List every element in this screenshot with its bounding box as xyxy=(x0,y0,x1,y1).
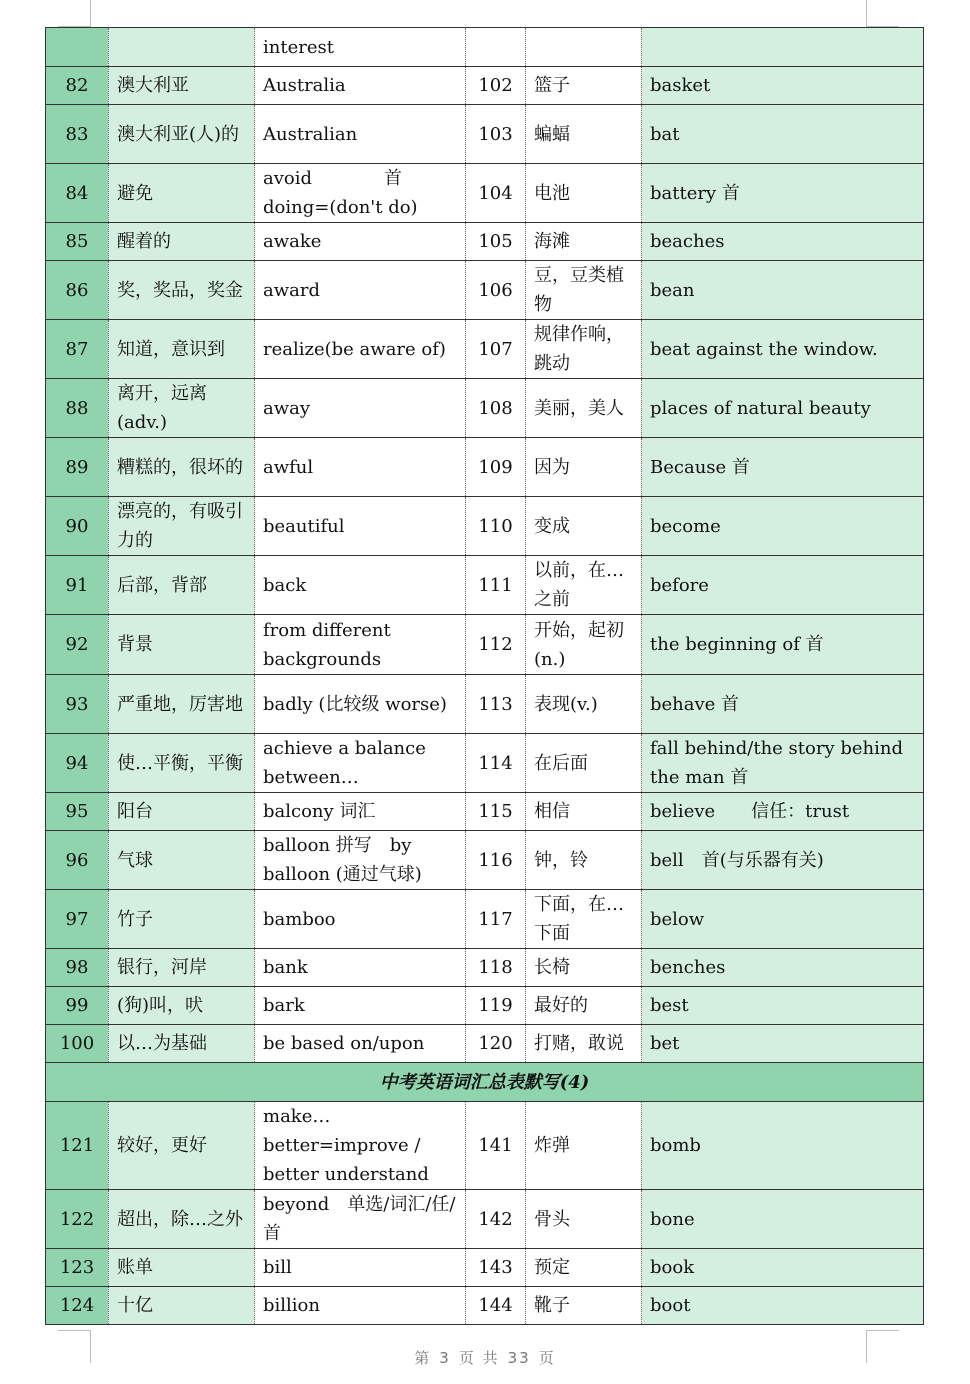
section-title: 中考英语词汇总表默写(4) xyxy=(46,1063,924,1102)
row-number-cell: 95 xyxy=(46,793,109,831)
english-term-cell: beat against the window. xyxy=(642,320,924,379)
english-term-cell: fall behind/the story behind the man 首 xyxy=(642,734,924,793)
english-term-cell: realize(be aware of) xyxy=(255,320,466,379)
row-number-cell: 124 xyxy=(46,1287,109,1325)
row-number-cell: 107 xyxy=(466,320,526,379)
vocabulary-table xyxy=(45,27,924,1325)
row-number-cell: 106 xyxy=(466,261,526,320)
chinese-term-cell xyxy=(526,28,642,67)
english-term-cell: Australia xyxy=(255,67,466,105)
chinese-term-cell: 漂亮的，有吸引力的 xyxy=(109,497,255,556)
row-number-cell: 82 xyxy=(46,67,109,105)
row-number-cell: 86 xyxy=(46,261,109,320)
row-number-cell: 90 xyxy=(46,497,109,556)
chinese-term-cell: 篮子 xyxy=(526,67,642,105)
chinese-term-cell: 背景 xyxy=(109,615,255,675)
table-row xyxy=(46,1249,924,1287)
row-number-cell: 143 xyxy=(466,1249,526,1287)
english-term-cell xyxy=(642,28,924,67)
crop-mark-top-left xyxy=(58,0,91,27)
chinese-term-cell: 超出，除…之外 xyxy=(109,1190,255,1249)
chinese-term-cell: 知道，意识到 xyxy=(109,320,255,379)
crop-mark-top-right xyxy=(866,0,899,27)
chinese-term-cell: 豆，豆类植物 xyxy=(526,261,642,320)
english-term-cell: the beginning of 首 xyxy=(642,615,924,675)
chinese-term-cell: 美丽，美人 xyxy=(526,379,642,438)
row-number-cell: 84 xyxy=(46,164,109,223)
english-term-cell: from different backgrounds xyxy=(255,615,466,675)
chinese-term-cell: 规律作响，跳动 xyxy=(526,320,642,379)
english-term-cell: awake xyxy=(255,223,466,261)
english-term-cell: badly (比较级 worse) xyxy=(255,675,466,734)
english-term-cell: book xyxy=(642,1249,924,1287)
footer-mid: 页 共 xyxy=(458,1349,500,1367)
row-number-cell: 108 xyxy=(466,379,526,438)
table-row xyxy=(46,1190,924,1249)
row-number-cell: 121 xyxy=(46,1102,109,1190)
chinese-term-cell: 靴子 xyxy=(526,1287,642,1325)
english-term-cell: balloon 拼写 by balloon (通过气球) xyxy=(255,831,466,890)
table-row xyxy=(46,556,924,615)
english-term-cell: places of natural beauty xyxy=(642,379,924,438)
row-number-cell: 122 xyxy=(46,1190,109,1249)
row-number-cell: 98 xyxy=(46,949,109,987)
table-row xyxy=(46,497,924,556)
row-number-cell: 91 xyxy=(46,556,109,615)
row-number-cell: 142 xyxy=(466,1190,526,1249)
english-term-cell: bill xyxy=(255,1249,466,1287)
row-number-cell: 87 xyxy=(46,320,109,379)
row-number-cell: 105 xyxy=(466,223,526,261)
chinese-term-cell: 骨头 xyxy=(526,1190,642,1249)
english-term-cell: Australian xyxy=(255,105,466,164)
row-number-cell: 120 xyxy=(466,1025,526,1063)
row-number-cell: 114 xyxy=(466,734,526,793)
chinese-term-cell: 长椅 xyxy=(526,949,642,987)
footer-suffix: 页 xyxy=(538,1349,556,1367)
table-row xyxy=(46,615,924,675)
table-row xyxy=(46,223,924,261)
row-number-cell: 100 xyxy=(46,1025,109,1063)
english-term-cell: Because 首 xyxy=(642,438,924,497)
row-number-cell: 102 xyxy=(466,67,526,105)
english-term-cell: basket xyxy=(642,67,924,105)
table-row xyxy=(46,1102,924,1190)
english-term-cell: bean xyxy=(642,261,924,320)
english-term-cell: make…better=improve / better understand xyxy=(255,1102,466,1190)
english-term-cell: bell 首(与乐器有关) xyxy=(642,831,924,890)
row-number-cell: 110 xyxy=(466,497,526,556)
chinese-term-cell: 严重地，厉害地 xyxy=(109,675,255,734)
row-number-cell: 92 xyxy=(46,615,109,675)
row-number-cell: 118 xyxy=(466,949,526,987)
english-term-cell: balcony 词汇 xyxy=(255,793,466,831)
english-term-cell: award xyxy=(255,261,466,320)
table-row xyxy=(46,793,924,831)
chinese-term-cell: 钟，铃 xyxy=(526,831,642,890)
english-term-cell: away xyxy=(255,379,466,438)
chinese-term-cell: 避免 xyxy=(109,164,255,223)
english-term-cell: bone xyxy=(642,1190,924,1249)
chinese-term-cell: 账单 xyxy=(109,1249,255,1287)
row-number-cell: 117 xyxy=(466,890,526,949)
table-row xyxy=(46,105,924,164)
chinese-term-cell: 澳大利亚(人)的 xyxy=(109,105,255,164)
english-term-cell: beyond 单选/词汇/任/首 xyxy=(255,1190,466,1249)
row-number-cell: 83 xyxy=(46,105,109,164)
english-term-cell: interest xyxy=(255,28,466,67)
english-term-cell: behave 首 xyxy=(642,675,924,734)
row-number-cell: 99 xyxy=(46,987,109,1025)
table-row xyxy=(46,28,924,67)
chinese-term-cell: 下面，在…下面 xyxy=(526,890,642,949)
english-term-cell: bomb xyxy=(642,1102,924,1190)
row-number-cell: 115 xyxy=(466,793,526,831)
row-number-cell: 141 xyxy=(466,1102,526,1190)
row-number-cell xyxy=(46,28,109,67)
chinese-term-cell: 醒着的 xyxy=(109,223,255,261)
chinese-term-cell: 表现(v.) xyxy=(526,675,642,734)
chinese-term-cell: 澳大利亚 xyxy=(109,67,255,105)
chinese-term-cell: 预定 xyxy=(526,1249,642,1287)
row-number-cell: 88 xyxy=(46,379,109,438)
row-number-cell: 103 xyxy=(466,105,526,164)
row-number-cell: 112 xyxy=(466,615,526,675)
section-header-row xyxy=(46,1063,924,1102)
chinese-term-cell: 阳台 xyxy=(109,793,255,831)
chinese-term-cell: 电池 xyxy=(526,164,642,223)
english-term-cell: believe 信任：trust xyxy=(642,793,924,831)
table-row xyxy=(46,67,924,105)
row-number-cell: 93 xyxy=(46,675,109,734)
table-row xyxy=(46,831,924,890)
english-term-cell: achieve a balance between… xyxy=(255,734,466,793)
english-term-cell: before xyxy=(642,556,924,615)
chinese-term-cell: (狗)叫，吠 xyxy=(109,987,255,1025)
page-footer xyxy=(0,1347,970,1368)
english-term-cell: be based on/upon xyxy=(255,1025,466,1063)
row-number-cell: 116 xyxy=(466,831,526,890)
english-term-cell: bamboo xyxy=(255,890,466,949)
row-number-cell: 85 xyxy=(46,223,109,261)
footer-prefix: 第 xyxy=(414,1349,432,1367)
table-row xyxy=(46,1025,924,1063)
table-row xyxy=(46,890,924,949)
row-number-cell: 123 xyxy=(46,1249,109,1287)
table-row xyxy=(46,164,924,223)
english-term-cell: bet xyxy=(642,1025,924,1063)
english-term-cell: benches xyxy=(642,949,924,987)
english-term-cell: back xyxy=(255,556,466,615)
row-number-cell: 89 xyxy=(46,438,109,497)
chinese-term-cell: 因为 xyxy=(526,438,642,497)
english-term-cell: boot xyxy=(642,1287,924,1325)
table-row xyxy=(46,1287,924,1325)
chinese-term-cell: 开始，起初(n.) xyxy=(526,615,642,675)
english-term-cell: beaches xyxy=(642,223,924,261)
table-row xyxy=(46,379,924,438)
chinese-term-cell: 最好的 xyxy=(526,987,642,1025)
english-term-cell: below xyxy=(642,890,924,949)
chinese-term-cell: 糟糕的，很坏的 xyxy=(109,438,255,497)
row-number-cell: 97 xyxy=(46,890,109,949)
chinese-term-cell: 变成 xyxy=(526,497,642,556)
chinese-term-cell: 以…为基础 xyxy=(109,1025,255,1063)
table-row xyxy=(46,438,924,497)
english-term-cell: billion xyxy=(255,1287,466,1325)
chinese-term-cell: 气球 xyxy=(109,831,255,890)
footer-total-pages: 33 xyxy=(507,1349,531,1367)
chinese-term-cell: 使…平衡，平衡 xyxy=(109,734,255,793)
chinese-term-cell: 炸弹 xyxy=(526,1102,642,1190)
vocabulary-table-body xyxy=(46,28,924,1325)
chinese-term-cell: 银行，河岸 xyxy=(109,949,255,987)
chinese-term-cell xyxy=(109,28,255,67)
row-number-cell: 144 xyxy=(466,1287,526,1325)
chinese-term-cell: 相信 xyxy=(526,793,642,831)
english-term-cell: beautiful xyxy=(255,497,466,556)
english-term-cell: bat xyxy=(642,105,924,164)
row-number-cell: 113 xyxy=(466,675,526,734)
chinese-term-cell: 离开，远离(adv.) xyxy=(109,379,255,438)
table-row xyxy=(46,320,924,379)
row-number-cell: 119 xyxy=(466,987,526,1025)
row-number-cell xyxy=(466,28,526,67)
table-row xyxy=(46,261,924,320)
english-term-cell: become xyxy=(642,497,924,556)
row-number-cell: 111 xyxy=(466,556,526,615)
footer-page-number: 3 xyxy=(439,1349,451,1367)
chinese-term-cell: 蝙蝠 xyxy=(526,105,642,164)
chinese-term-cell: 较好，更好 xyxy=(109,1102,255,1190)
chinese-term-cell: 在后面 xyxy=(526,734,642,793)
english-term-cell: best xyxy=(642,987,924,1025)
english-term-cell: awful xyxy=(255,438,466,497)
row-number-cell: 94 xyxy=(46,734,109,793)
chinese-term-cell: 竹子 xyxy=(109,890,255,949)
chinese-term-cell: 以前，在…之前 xyxy=(526,556,642,615)
chinese-term-cell: 后部，背部 xyxy=(109,556,255,615)
english-term-cell: bank xyxy=(255,949,466,987)
chinese-term-cell: 打赌，敢说 xyxy=(526,1025,642,1063)
chinese-term-cell: 海滩 xyxy=(526,223,642,261)
table-row xyxy=(46,987,924,1025)
chinese-term-cell: 十亿 xyxy=(109,1287,255,1325)
table-row xyxy=(46,734,924,793)
row-number-cell: 109 xyxy=(466,438,526,497)
row-number-cell: 96 xyxy=(46,831,109,890)
chinese-term-cell: 奖，奖品，奖金 xyxy=(109,261,255,320)
english-term-cell: avoid 首 doing=(don't do) xyxy=(255,164,466,223)
english-term-cell: battery 首 xyxy=(642,164,924,223)
table-row xyxy=(46,949,924,987)
row-number-cell: 104 xyxy=(466,164,526,223)
table-row xyxy=(46,675,924,734)
english-term-cell: bark xyxy=(255,987,466,1025)
